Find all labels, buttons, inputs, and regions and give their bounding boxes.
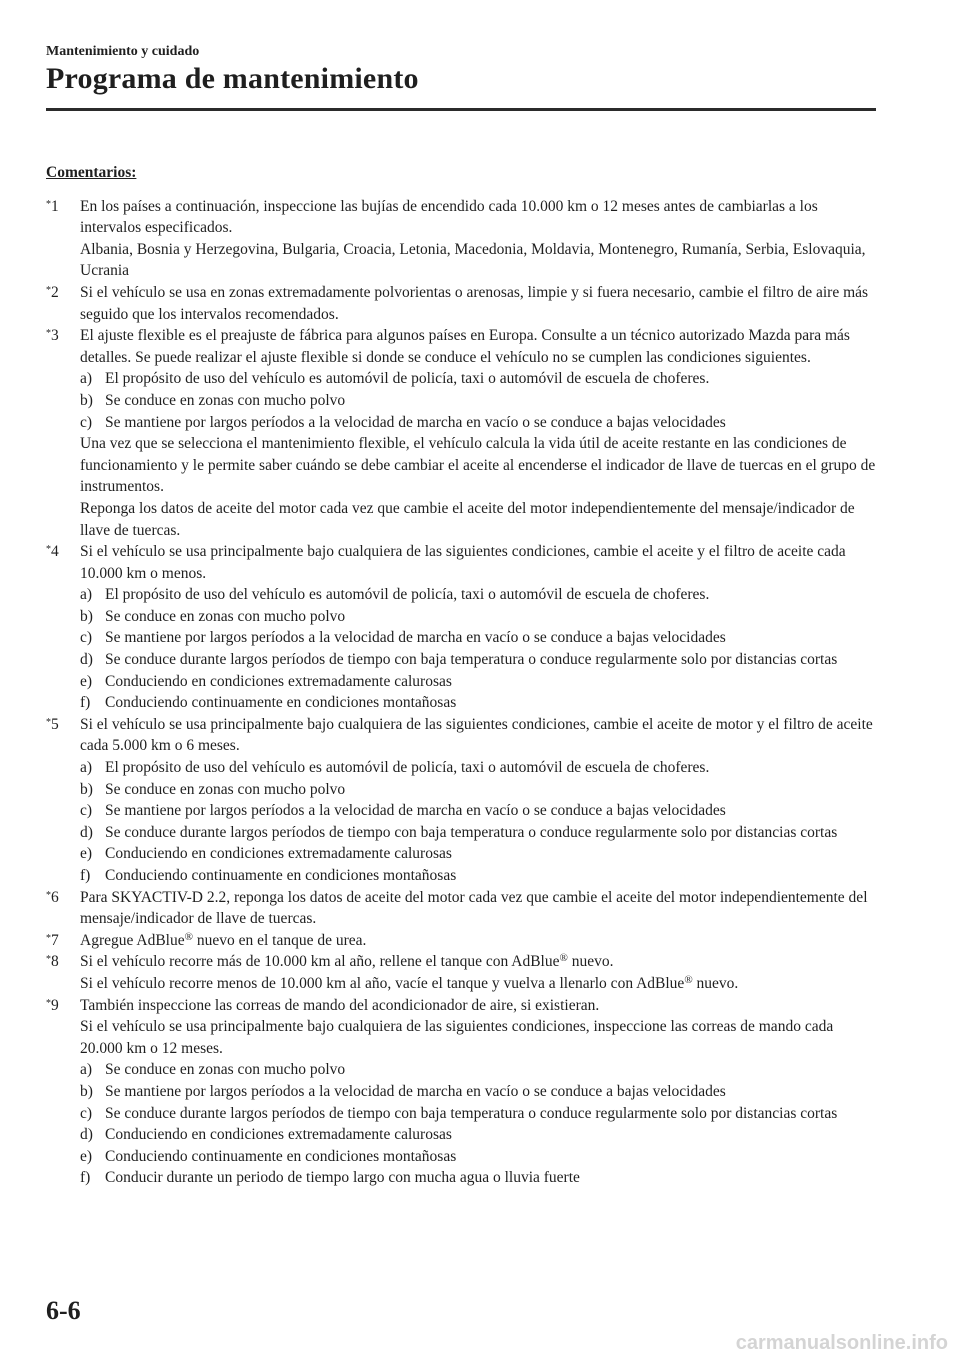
list-item — [80, 692, 876, 714]
footnote-number: 6 — [51, 888, 59, 906]
footnote-text: Para SKYACTIV-D 2.2, reponga los datos de aceite del motor cada vez que cambie el aceite del motor independientemente del mensaje/indicador de llave de tuercas. — [80, 888, 868, 928]
list-item — [80, 627, 876, 649]
list-item-label: a) — [80, 1061, 93, 1079]
list-item-label: f) — [80, 694, 91, 712]
registered-mark: ® — [559, 952, 568, 965]
list-item — [80, 649, 876, 671]
list-item-label: e) — [80, 845, 93, 863]
list-item-label: c) — [80, 802, 93, 820]
list-item-text: Se conduce en zonas con mucho polvo — [105, 607, 346, 625]
list-item-text: El propósito de uso del vehículo es automóvil de policía, taxi o automóvil de escuela de choferes. — [105, 759, 710, 777]
footnote — [46, 541, 876, 714]
footnote-asterisk: * — [46, 716, 51, 728]
list-item-text: Conduciendo en condiciones extremadamente calurosas — [105, 845, 452, 863]
list-item — [80, 1124, 876, 1146]
text-segment: Agregue AdBlue — [80, 931, 185, 949]
notes-list — [46, 196, 876, 1189]
list-item — [80, 1167, 876, 1189]
list-item-text: Conduciendo en condiciones extremadamente calurosas — [105, 672, 452, 690]
footnote-text: En los países a continuación, inspeccione las bujías de encendido cada 10.000 km o 12 meses antes de cambiarlas a los intervalos especificados. — [80, 197, 818, 237]
list-item-label: d) — [80, 651, 93, 669]
page-number: 6-6 — [46, 1296, 81, 1325]
list-item-text: Se mantiene por largos períodos a la velocidad de marcha en vacío o se conduce a bajas velocidades — [105, 413, 726, 431]
list-item-text: Se conduce durante largos períodos de tiempo con baja temperatura o conduce regularmente solo por distancias cortas — [105, 823, 838, 841]
footnote — [46, 930, 876, 952]
footnote-number: 9 — [51, 996, 59, 1014]
list-item — [80, 671, 876, 693]
footnote-marker — [46, 196, 80, 218]
watermark: carmanualsonline.info — [735, 1332, 948, 1354]
footnote-text: El ajuste flexible es el preajuste de fábrica para algunos países en Europa. Consulte a un técnico autorizado Mazda para más detalles. Se puede realizar el ajuste flexible si donde se conduce el vehículo no se cumplen las condiciones siguientes. — [80, 327, 850, 366]
footnote-number: 8 — [51, 953, 59, 971]
list-item-label: b) — [80, 780, 93, 798]
footnote-text — [80, 930, 876, 952]
list-item-label: b) — [80, 607, 93, 625]
list-item-label: f) — [80, 1169, 91, 1187]
condition-list — [80, 368, 876, 433]
footnote-asterisk: * — [46, 284, 51, 296]
list-item-text: Se mantiene por largos períodos a la velocidad de marcha en vacío o se conduce a bajas velocidades — [105, 802, 726, 820]
list-item-text: Conduciendo continuamente en condiciones montañosas — [105, 867, 457, 884]
list-item — [80, 779, 876, 801]
list-item — [80, 865, 876, 887]
footnote-asterisk: * — [46, 544, 51, 556]
footnote-text — [80, 973, 876, 995]
condition-list — [80, 584, 876, 714]
list-item-text: Conducir durante un periodo de tiempo largo con mucha agua o lluvia fuerte — [105, 1169, 580, 1187]
footnote-text: Albania, Bosnia y Herzegovina, Bulgaria, Croacia, Letonia, Macedonia, Moldavia, Montenegro, Rumanía, Serbia, Eslovaquia, Ucrania — [80, 240, 866, 280]
footnote-marker — [46, 714, 80, 736]
list-item — [80, 1081, 876, 1103]
list-item — [80, 800, 876, 822]
registered-mark: ® — [184, 930, 193, 943]
list-item-text: Conduciendo continuamente en condiciones montañosas — [105, 1147, 457, 1165]
footnote-text: Si el vehículo se usa principalmente bajo cualquiera de las siguientes condiciones, cambie el aceite de motor y el filtro de aceite cada 5.000 km o 6 meses. — [80, 715, 873, 755]
list-item — [80, 412, 876, 434]
title-divider — [46, 108, 876, 111]
list-item-label: d) — [80, 1126, 93, 1144]
list-item — [80, 843, 876, 865]
section-label: Mantenimiento y cuidado — [46, 44, 200, 59]
footnote-asterisk: * — [46, 198, 51, 210]
list-item-text: Se conduce en zonas con mucho polvo — [105, 1061, 346, 1079]
list-item-label: a) — [80, 586, 93, 604]
list-item-text: Se conduce durante largos períodos de tiempo con baja temperatura o conduce regularmente solo por distancias cortas — [105, 651, 838, 669]
list-item-label: d) — [80, 823, 93, 841]
footnote-asterisk: * — [46, 932, 51, 944]
list-item — [80, 584, 876, 606]
list-item — [80, 1059, 876, 1081]
list-item-text: Se conduce durante largos períodos de tiempo con baja temperatura o conduce regularmente solo por distancias cortas — [105, 1104, 838, 1122]
condition-list — [80, 1059, 876, 1189]
footnote-number: 1 — [51, 197, 59, 215]
list-item-label: f) — [80, 867, 91, 884]
list-item — [80, 1146, 876, 1168]
list-item-label: b) — [80, 391, 93, 409]
footnote-asterisk: * — [46, 328, 51, 340]
footnote-asterisk: * — [46, 889, 51, 901]
list-item — [80, 822, 876, 844]
footnote-text: Una vez que se selecciona el mantenimiento flexible, el vehículo calcula la vida útil de aceite restante en las condiciones de funcionamiento y le permite saber cuándo se debe cambiar el aceite al encenderse el indicador de llave de tuercas en el grupo de instrumentos. — [80, 435, 876, 496]
list-item — [80, 368, 876, 390]
footnote-text: Si el vehículo se usa en zonas extremadamente polvorientas o arenosas, limpie y si fuera necesario, cambie el filtro de aire más seguido que los intervalos recomendados. — [80, 283, 869, 323]
text-segment: Si el vehículo recorre más de 10.000 km al año, rellene el tanque con AdBlue — [80, 953, 560, 971]
footnote-text: Si el vehículo se usa principalmente bajo cualquiera de las siguientes condiciones, cambie el aceite y el filtro de aceite cada 10.000 km o menos. — [80, 543, 846, 582]
footnote — [46, 714, 876, 887]
list-item-label: a) — [80, 370, 93, 388]
list-item — [80, 606, 876, 628]
footnote — [46, 887, 876, 930]
text-segment: nuevo. — [567, 953, 614, 971]
footnote-marker — [46, 541, 80, 563]
list-item-label: b) — [80, 1082, 93, 1100]
list-item-label: e) — [80, 672, 93, 690]
list-item-text: Se mantiene por largos períodos a la velocidad de marcha en vacío o se conduce a bajas velocidades — [105, 1082, 726, 1100]
list-item — [80, 1103, 876, 1125]
condition-list — [80, 757, 876, 887]
footnote-marker — [46, 887, 80, 909]
list-item-label: e) — [80, 1147, 93, 1165]
footnote-number: 5 — [51, 715, 59, 733]
footnote-number: 2 — [51, 283, 59, 301]
footnote-marker — [46, 951, 80, 973]
list-item — [80, 390, 876, 412]
footnote-text: También inspeccione las correas de mando del acondicionador de aire, si existieran. — [80, 996, 600, 1014]
footnote-text: Si el vehículo se usa principalmente bajo cualquiera de las siguientes condiciones, inspeccione las correas de mando cada 20.000 km o 12 meses. — [80, 1018, 834, 1057]
footnote-marker — [46, 995, 80, 1017]
footnote — [46, 325, 876, 541]
comments-section — [46, 162, 876, 1189]
list-item-label: a) — [80, 759, 93, 777]
list-item-text: Se conduce en zonas con mucho polvo — [105, 391, 346, 409]
list-item-text: El propósito de uso del vehículo es automóvil de policía, taxi o automóvil de escuela de choferes. — [105, 586, 710, 604]
text-segment: nuevo en el tanque de urea. — [192, 931, 367, 949]
text-segment: nuevo. — [692, 974, 739, 992]
footnote-marker — [46, 282, 80, 304]
registered-mark: ® — [684, 973, 693, 986]
footnote — [46, 282, 876, 325]
list-item-label: c) — [80, 629, 93, 647]
list-item-text: Conduciendo en condiciones extremadamente calurosas — [105, 1126, 452, 1144]
list-item-text: El propósito de uso del vehículo es automóvil de policía, taxi o automóvil de escuela de choferes. — [105, 370, 710, 388]
list-item-label: c) — [80, 413, 93, 431]
footnote-marker — [46, 325, 80, 347]
footnote-number: 3 — [51, 327, 59, 345]
footnote — [46, 995, 876, 1189]
footnote-number: 4 — [51, 543, 59, 561]
footnote-number: 7 — [51, 931, 59, 949]
footnote-marker — [46, 930, 80, 952]
footnote-text — [80, 951, 876, 973]
footnote — [46, 196, 876, 282]
list-item-text: Se conduce en zonas con mucho polvo — [105, 780, 346, 798]
list-item — [80, 757, 876, 779]
list-item-label: c) — [80, 1104, 93, 1122]
footnote-asterisk: * — [46, 997, 51, 1009]
comments-heading: Comentarios: — [46, 164, 137, 181]
list-item-text: Se mantiene por largos períodos a la velocidad de marcha en vacío o se conduce a bajas velocidades — [105, 629, 726, 647]
footnote — [46, 951, 876, 994]
list-item-text: Conduciendo continuamente en condiciones montañosas — [105, 694, 457, 712]
page-title: Programa de mantenimiento — [46, 62, 419, 95]
footnote-asterisk: * — [46, 954, 51, 966]
text-segment: Si el vehículo recorre menos de 10.000 km al año, vacíe el tanque y vuelva a llenarlo con AdBlue — [80, 974, 685, 992]
footnote-text: Reponga los datos de aceite del motor cada vez que cambie el aceite del motor independientemente del mensaje/indicador de llave de tuercas. — [80, 499, 855, 539]
